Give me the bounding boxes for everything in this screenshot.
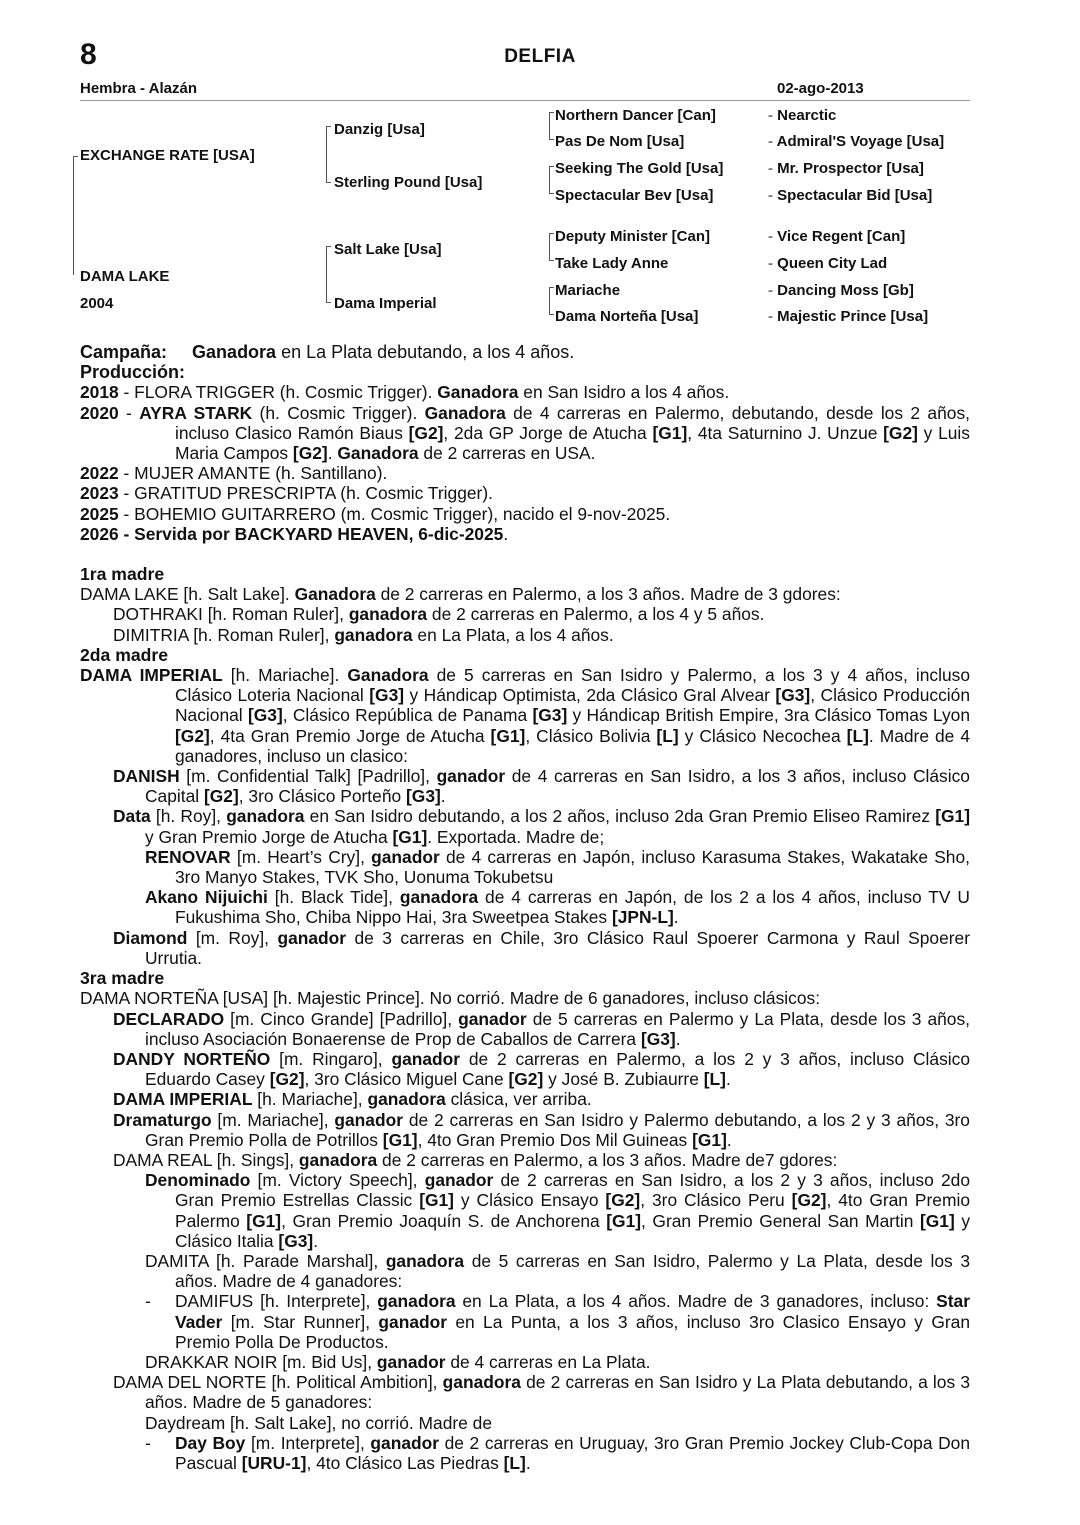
pedigree-dash: - [768, 187, 773, 204]
sex-color: Hembra - Alazán [80, 80, 197, 97]
pedigree-g3: Mariache [555, 282, 621, 299]
pedigree-g3: Dama Norteña [Usa] [555, 308, 699, 325]
prod-2022: 2022 - MUJER AMANTE (h. Santillano). [80, 463, 388, 484]
first-dam: DAMA LAKE [h. Salt Lake]. Ganadora de 2 carreras en Palermo, a los 3 años. Madre de 3 gdores: [80, 584, 841, 605]
pedigree-g3: Spectacular Bev [Usa] [555, 187, 714, 204]
second-dam: DAMA IMPERIAL [h. Mariache]. Ganadora de 5 carreras en San Isidro y Palermo, a los 3 y 4 años, incluso Clásico Loteria Nacional [G3] y Hándicap Optimista, 2da Clásico Gral Alvear [G3], Clásico Producción Nacional [G3], Clásico República de Panama [G3] y Hándicap British Empire, 3ra Clásico Tomas Lyon [G2], 4ta Gran Premio Jorge de Atucha [G1], Clásico Bolivia [L] y Clásico Necochea [L]. Madre de 4 ganadores, incluso un clasico: [80, 665, 971, 766]
progeny-entry: DAMA REAL [h. Sings], ganadora de 2 carreras en Palermo, a los 3 años. Madre de7 gdores: [113, 1149, 838, 1170]
pedigree-g2: Salt Lake [Usa] [334, 241, 442, 258]
progeny-entry: DAMA DEL NORTE [h. Political Ambition], ganadora de 2 carreras en San Isidro y La Plata debutando, a los 3 años. Madre de 5 ganadores: [113, 1372, 970, 1413]
pedigree-line [326, 126, 331, 183]
pedigree-g4-name: Majestic Prince [Usa] [777, 308, 929, 325]
pedigree-line [326, 246, 331, 303]
pedigree-dash: - [768, 107, 773, 124]
progeny-entry: - DAMIFUS [h. Interprete], ganadora en La Plata, a los 4 años. Madre de 3 ganadores, incluso: Star Vader [m. Star Runner], ganador en La Punta, a los 3 años, incluso 3ro Clasico Ensayo y Gran Premio Polla De Productos. [145, 1291, 970, 1352]
campana: Campaña: Ganadora en La Plata debutando, a los 4 años. [80, 342, 575, 362]
first-dam-label: 1ra madre [80, 564, 165, 585]
prod-2025: 2025 - BOHEMIO GUITARRERO (m. Cosmic Trigger), nacido el 9-nov-2025. [80, 503, 671, 524]
produccion-label: Producción: [80, 362, 186, 383]
pedigree-line [549, 166, 554, 194]
pedigree-dash: - [768, 282, 773, 299]
progeny-entry: DOTHRAKI [h. Roman Ruler], ganadora de 2 carreras en Palermo, a los 4 y 5 años. [113, 604, 765, 625]
header-rule [80, 100, 970, 101]
pedigree-g4 [768, 107, 836, 124]
pedigree-line [549, 112, 554, 140]
pedigree-g3: Take Lady Anne [555, 255, 669, 272]
progeny-entry: DANDY NORTEÑO [m. Ringaro], ganador de 2 carreras en Palermo, a los 2 y 3 años, incluso Clásico Eduardo Casey [G2], 3ro Clásico Miguel Cane [G2] y José B. Zubiaurre [L]. [113, 1048, 970, 1090]
pedigree-dash: - [768, 308, 773, 325]
pedigree-g4 [768, 282, 914, 299]
progeny-entry: Daydream [h. Salt Lake], no corrió. Madre de [145, 1412, 493, 1433]
pedigree-sire: EXCHANGE RATE [USA] [80, 147, 255, 164]
progeny-entry: Data [h. Roy], ganadora en San Isidro debutando, a los 2 años, incluso 2da Gran Premio Eliseo Ramirez [G1] y Gran Premio Jorge de Atucha [G1]. Exportada. Madre de; [113, 806, 970, 847]
prod-2020: 2020 - AYRA STARK (h. Cosmic Trigger). Ganadora de 4 carreras en Palermo, debutando, desde los 2 años, incluso Clasico Ramón Biaus [G2], 2da GP Jorge de Atucha [G1], 4ta Saturnino J. Unzue [G2] y Luis Maria Campos [G2]. Ganadora de 2 carreras en USA. [80, 402, 970, 464]
prod-2026: 2026 - Servida por BACKYARD HEAVEN, 6-dic-2025. [80, 523, 509, 544]
pedigree-dam-year: 2004 [80, 295, 114, 312]
progeny-entry: DAMITA [h. Parade Marshal], ganadora de 5 carreras en San Isidro, Palermo y La Plata, desde los 3 años. Madre de 4 ganadores: [145, 1250, 970, 1292]
progeny-entry: DIMITRIA [h. Roman Ruler], ganadora en La Plata, a los 4 años. [113, 624, 614, 645]
pedigree-g4-name: Vice Regent [Can] [777, 228, 906, 245]
pedigree-g2: Danzig [Usa] [334, 121, 425, 138]
pedigree-g2: Sterling Pound [Usa] [334, 174, 483, 191]
progeny-entry: RENOVAR [m. Heart’s Cry], ganador de 4 carreras en Japón, incluso Karasuma Stakes, Wakatake Sho, 3ro Manyo Stakes, TVK Sho, Uonuma Tokubetsu [145, 846, 970, 888]
pedigree-dash: - [768, 255, 773, 272]
progeny-entry: DECLARADO [m. Cinco Grande] [Padrillo], ganador de 5 carreras en Palermo y La Plata, desde los 3 años, incluso Asociación Bonaerense de Prop de Caballos de Carrera [G3]. [113, 1008, 970, 1049]
progeny-entry: DAMA IMPERIAL [h. Mariache], ganadora clásica, ver arriba. [113, 1089, 592, 1110]
pedigree-dash: - [768, 160, 773, 177]
birth-date: 02-ago-2013 [777, 80, 864, 97]
third-dam: DAMA NORTEÑA [USA] [h. Majestic Prince]. No corrió. Madre de 6 ganadores, incluso clásicos: [80, 988, 821, 1009]
pedigree-g3: Pas De Nom [Usa] [555, 133, 685, 150]
progeny-entry: Akano Nijuichi [h. Black Tide], ganadora de 4 carreras en Japón, de los 2 a los 4 años, incluso TV U Fukushima Sho, Chiba Nippo Hai, 3ra Sweetpea Stakes [JPN-L]. [145, 887, 970, 928]
pedigree-dash: - [768, 228, 773, 245]
pedigree-g3: Deputy Minister [Can] [555, 228, 711, 245]
pedigree-dam: DAMA LAKE [80, 268, 170, 285]
pedigree-line [549, 233, 554, 261]
pedigree-g3: Northern Dancer [Can] [555, 107, 716, 124]
pedigree-line [549, 287, 554, 315]
pedigree-g4-name: Queen City Lad [777, 255, 888, 272]
progeny-entry: DRAKKAR NOIR [m. Bid Us], ganador de 4 carreras en La Plata. [145, 1351, 651, 1372]
progeny-entry: Diamond [m. Roy], ganador de 3 carreras en Chile, 3ro Clásico Raul Spoerer Carmona y Raul Spoerer Urrutia. [113, 927, 970, 968]
prod-2023: 2023 - GRATITUD PRESCRIPTA (h. Cosmic Trigger). [80, 483, 493, 504]
pedigree-g4-name: Mr. Prospector [Usa] [777, 160, 924, 177]
pedigree-g4-name: Dancing Moss [Gb] [777, 282, 914, 299]
pedigree-g4 [768, 133, 944, 150]
pedigree-g4 [768, 308, 928, 325]
pedigree-g4-name: Admiral'S Voyage [Usa] [776, 133, 945, 150]
pedigree-g4 [768, 160, 924, 177]
third-dam-label: 3ra madre [80, 968, 165, 989]
lot-number: 8 [80, 38, 97, 71]
pedigree-g4-name: Spectacular Bid [Usa] [777, 187, 933, 204]
pedigree-g3: Seeking The Gold [Usa] [555, 160, 724, 177]
horse-name: DELFIA [504, 46, 576, 67]
progeny-entry: Denominado [m. Victory Speech], ganador de 2 carreras en San Isidro, a los 2 y 3 años, incluso 2do Gran Premio Estrellas Classic [G1] y Clásico Ensayo [G2], 3ro Clásico Peru [G2], 4to Gran Premio Palermo [G1], Gran Premio Joaquín S. de Anchorena [G1], Gran Premio General San Martin [G1] y Clásico Italia [G3]. [145, 1170, 971, 1251]
progeny-entry: DANISH [m. Confidential Talk] [Padrillo], ganador de 4 carreras en San Isidro, a los 3 años, incluso Clásico Capital [G2], 3ro Clásico Porteño [G3]. [113, 766, 970, 807]
catalog-body [80, 342, 970, 1473]
pedigree-g4 [768, 255, 887, 272]
prod-2018: 2018 - FLORA TRIGGER (h. Cosmic Trigger). Ganadora en San Isidro a los 4 años. [80, 382, 730, 403]
pedigree-dash: - [768, 133, 773, 150]
progeny-entry: - Day Boy [m. Interprete], ganador de 2 carreras en Uruguay, 3ro Gran Premio Jockey Club-Copa Don Pascual [URU-1], 4to Clásico Las Piedras [L]. [145, 1432, 971, 1473]
pedigree-g4 [768, 187, 932, 204]
pedigree-line [73, 156, 78, 275]
progeny-entry: Dramaturgo [m. Mariache], ganador de 2 carreras en San Isidro y Palermo debutando, a los 2 y 3 años, 3ro Gran Premio Polla de Potrillos [G1], 4to Gran Premio Dos Mil Guineas [G1]. [113, 1109, 970, 1150]
pedigree-g4 [768, 228, 905, 245]
second-dam-label: 2da madre [80, 644, 169, 665]
pedigree-g4-name: Nearctic [777, 107, 837, 124]
pedigree-g2: Dama Imperial [334, 295, 437, 312]
